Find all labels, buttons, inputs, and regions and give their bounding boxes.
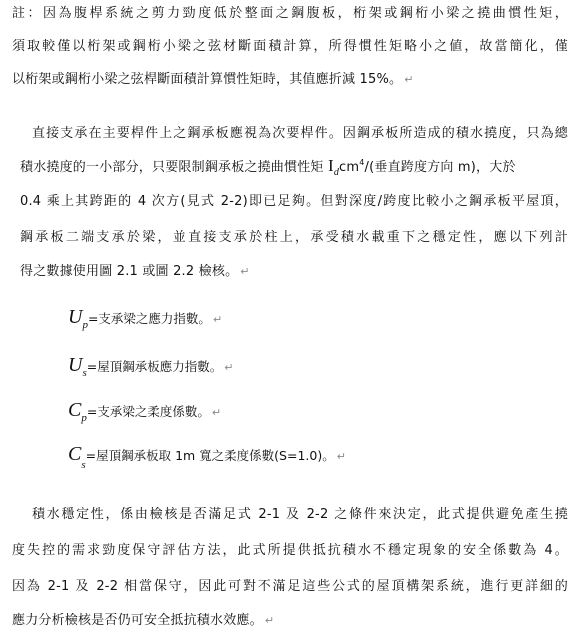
formula-us [68,355,233,378]
formula-up [68,307,222,330]
formula-cs [68,443,346,471]
para2-line-2: 度失控的需求勁度保守評估方法，此式所提供抵抗積水不穩定現象的安全係數為 4。 [12,543,568,558]
para2-line-4-text: 應力分析檢核是否仍可安全抵抗積水效應。 [12,613,263,628]
paragraph-mark: ↵ [240,265,250,278]
paragraph-mark: ↵ [212,313,223,326]
unit-cm: cm [339,160,360,175]
note-line-1: 註：因為腹桿系統之剪力勁度低於整面之鋼腹板，桁架或鋼桁小梁之撓曲慣性矩， [12,6,568,21]
paragraph-mark: ↵ [264,614,275,627]
formula-symbol: U [68,306,83,328]
formula-symbol: C [68,443,82,465]
formula-symbol: C [68,399,82,421]
inertia-symbol: I [327,156,334,175]
paragraph-mark: ↵ [404,73,414,86]
paragraph-mark: ↵ [336,450,346,463]
para1-line-2-text-b: /(垂直跨度方向 m)，大於 [364,160,516,175]
inertia-subscript: d [333,167,340,178]
formula-text: =屋頂鋼承板取 1m 寬之柔度係數(S=1.0)。 [85,448,335,463]
formula-text: =屋頂鋼承板應力指數。 [86,359,223,374]
para1-line-2 [20,156,568,179]
note-line-3 [12,70,568,90]
para2-line-4 [12,611,568,631]
note-line-3-text: 以桁架或鋼桁小梁之弦桿斷面積計算慣性矩時，其值應折減 15%。 [12,72,403,87]
note-line-2: 須取較僅以桁架或鋼桁小梁之弦材斷面積計算，所得慣性矩略小之値，故當簡化，僅 [12,39,568,54]
para1-line-2-text-a: 積水撓度的一小部分，只要限制鋼承板之撓曲慣性矩 [20,160,328,175]
para1-line-3: 0.4 乘上其跨距的 4 次方(見式 2-2)即已足夠。但對深度/跨度比較小之鋼承板平屋頂， [20,194,568,209]
formula-cp [68,400,221,423]
para2-line-1: 積水穩定性，係由檢核是否滿足式 2-1 及 2-2 之條件來決定，此式提供避免產生撓 [32,507,568,522]
formula-subscript: s [82,367,87,379]
formula-text: =支承梁之應力指數。 [87,311,211,326]
para1-line-4: 鋼承板二端支承於梁，並直接支承於柱上，承受積水載重下之穩定性，應以下列計 [20,230,568,245]
formula-text: =支承梁之柔度係數。 [86,404,210,419]
formula-subscript: p [81,412,87,424]
para1-line-5-text: 得之數據使用圖 2.1 或圖 2.2 檢核。 [20,264,239,279]
unit-exponent: 4 [359,158,365,167]
paragraph-mark: ↵ [211,406,222,419]
formula-symbol: U [68,354,83,376]
formula-subscript: p [82,319,88,331]
paragraph-mark: ↵ [224,361,234,374]
formula-subscript: s [81,459,86,471]
para1-line-1: 直接支承在主要桿件上之鋼承板應視為次要桿件。因鋼承板所造成的積水撓度，只為總 [32,126,568,141]
para1-line-5 [20,262,575,282]
para2-line-3: 因為 2-1 及 2-2 相當保守，因此可對不滿足這些公式的屋頂構架系統，進行更詳細的 [12,579,568,594]
